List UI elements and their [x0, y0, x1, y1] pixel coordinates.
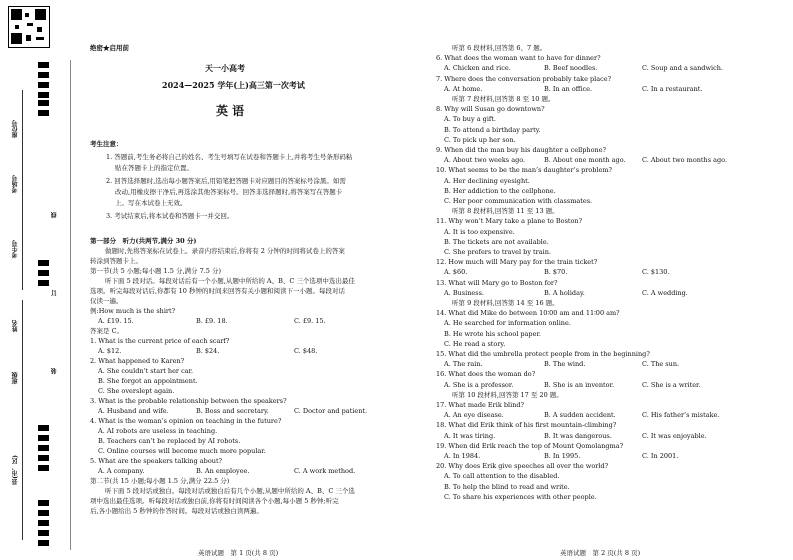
- school-name: 天一小高考: [205, 63, 245, 73]
- strip-label-name: 姓名: [12, 320, 19, 332]
- option: B. He wrote his school paper.: [444, 329, 541, 338]
- option: A. To call attention to the disabled.: [444, 472, 560, 481]
- option: B. $24.: [196, 347, 220, 355]
- part1-intro: 做题时,先将答案标在试卷上。录音内容结束后,你将有 2 分钟的时间将试卷上的答案: [105, 247, 345, 255]
- option: B. She is an inventor.: [544, 380, 615, 389]
- strip-mark-staple: 订: [51, 290, 58, 296]
- option: C. In a restaurant.: [642, 84, 703, 93]
- option: C. A wedding.: [642, 288, 688, 297]
- option: A. About two weeks ago.: [444, 156, 526, 165]
- option: C. She is a writer.: [642, 380, 701, 389]
- option: C. A work method.: [294, 467, 356, 475]
- section1-intro: 仅读一遍。: [90, 297, 123, 305]
- option: C. Online courses will become much more popular.: [98, 447, 266, 455]
- option: B. To attend a birthday party.: [444, 125, 541, 134]
- option: C. He read a story.: [444, 339, 506, 348]
- option: C. Doctor and patient.: [294, 407, 368, 415]
- strip-label-seat: 座位号: [12, 120, 19, 138]
- question-1: 1. What is the current price of each scarf?: [90, 337, 230, 345]
- question: 15. What did the umbrella protect people from in the beginning?: [436, 350, 650, 358]
- material-note: 听第 7 段材料,回答第 8 至 10 题。: [452, 95, 555, 103]
- option: A. At home.: [444, 84, 483, 93]
- question-2: 2. What happened to Karen?: [90, 357, 185, 365]
- question: 19. When did Erik reach the top of Mount Qomolangma?: [436, 441, 624, 450]
- option: C. It was enjoyable.: [642, 431, 707, 440]
- option: C. About two months ago.: [642, 156, 728, 165]
- material-note: 听第 10 段材料,回答第 17 至 20 题。: [452, 390, 563, 399]
- option: A. The rain.: [444, 360, 483, 369]
- exam-title: 2024—2025 学年(上)高三第一次考试: [162, 80, 305, 90]
- page-footer-1: 英语试题 第 1 页(共 8 页): [198, 549, 279, 557]
- example-option: A. £19. 15.: [98, 317, 134, 325]
- strip-label-class: 班级: [12, 372, 19, 384]
- material-note: 听第 6 段材料,回答第 6、7 题。: [452, 44, 547, 52]
- option: C. $48.: [294, 347, 318, 355]
- option: C. To pick up her son.: [444, 135, 516, 144]
- option: A. She is a professor.: [444, 380, 514, 389]
- option: A. Husband and wife.: [98, 407, 169, 415]
- section2-intro: 项中选出最佳选项。听每段对话或独白前,你将有时间阅读各个小题,每小题 5 秒钟;听完: [90, 497, 339, 505]
- question: 18. What did Erik think of his first mountain-climbing?: [436, 421, 617, 430]
- example-answer: 答案是 C。: [90, 327, 124, 335]
- option: B. About one month ago.: [544, 156, 626, 165]
- material-note: 听第 9 段材料,回答第 14 至 16 题。: [452, 299, 559, 307]
- note-line: 改动,用橡皮擦干净后,再选涂其他答案标号。回答非选择题时,将答案写在答题卡: [115, 188, 343, 196]
- option: B. To help the blind to read and write.: [444, 482, 570, 491]
- option: C. His father’s mistake.: [642, 411, 720, 420]
- option: A. An eye disease.: [444, 411, 504, 420]
- option: C. To share his experiences with other people.: [444, 492, 597, 501]
- option: B. $70.: [544, 268, 568, 277]
- strip-label-room: 考场号: [12, 175, 19, 193]
- note-line: 3. 考试结束后,将本试卷和答题卡一并交回。: [106, 212, 234, 220]
- option: A. $60.: [444, 268, 468, 277]
- option: B. In an office.: [544, 84, 593, 93]
- section1-intro: 选项。听完每段对话后,你都有 10 秒钟的时间来回答有关小题和阅读下一小题。每段对话: [90, 287, 345, 295]
- section2-intro: 后,各小题给出 5 秒钟的作答时间。每段对话或独白读两遍。: [90, 507, 263, 515]
- question: 8. Why will Susan go downtown?: [436, 105, 545, 114]
- option: B. A sudden accident.: [544, 411, 616, 420]
- question: 9. When did the man buy his daughter a cellphone?: [436, 146, 607, 154]
- option: A. It is too expensive.: [444, 227, 515, 236]
- example-option: B. £9. 18.: [196, 317, 228, 325]
- option: B. An employee.: [196, 467, 250, 475]
- option: B. The tickets are not available.: [444, 237, 549, 246]
- question: 12. How much will Mary pay for the train ticket?: [436, 258, 598, 267]
- notes-heading: 考生注意：: [90, 140, 123, 148]
- note-line: 2. 回答选择题时,选出每小题答案后,用铅笔把答题卡对应题目的答案标号涂黑。如需: [106, 177, 346, 185]
- strip-label-county: 县(市、区): [12, 455, 19, 485]
- option: C. Soup and a sandwich.: [642, 64, 723, 73]
- question-3: 3. What is the probable relationship between the speakers?: [90, 397, 287, 405]
- note-line: 上。写在本试卷上无效。: [115, 199, 187, 207]
- option: A. AI robots are useless in teaching.: [98, 427, 218, 435]
- strip-mark-bind: 装: [51, 368, 58, 374]
- example-question: 例:How much is the shirt?: [90, 307, 176, 315]
- option: B. She forgot an appointment.: [98, 377, 198, 385]
- option: A. Her declining eyesight.: [444, 176, 530, 185]
- option: A. He searched for information online.: [444, 319, 571, 328]
- question: 10. What seems to be the man’s daughter’s problem?: [436, 166, 613, 175]
- seal-label: 绝密★启用前: [90, 44, 129, 52]
- option: A. Business.: [444, 288, 484, 297]
- material-note: 听第 8 段材料,回答第 11 至 13 题。: [452, 207, 559, 216]
- option: A. It was tiring.: [444, 431, 496, 440]
- option: B. In 1995.: [544, 452, 581, 460]
- part1-intro: 转涂到答题卡上。: [90, 257, 142, 265]
- question: 14. What did Mike do between 10∶00 am and 11∶00 am?: [436, 309, 620, 318]
- strip-mark-line: 线: [51, 212, 58, 218]
- option: B. Teachers can’t be replaced by AI robots.: [98, 437, 241, 445]
- option: B. Boss and secretary.: [196, 407, 269, 415]
- question: 7. Where does the conversation probably take place?: [436, 74, 612, 83]
- question-4: 4. What is the woman’s opinion on teaching in the future?: [90, 417, 282, 425]
- question-5: 5. What are the speakers talking about?: [90, 457, 223, 465]
- option: A. A company.: [98, 467, 145, 475]
- option: C. $130.: [642, 268, 670, 277]
- option: B. A holiday.: [544, 288, 585, 297]
- option: C. The sun.: [642, 360, 680, 369]
- option: A. To buy a gift.: [444, 115, 496, 124]
- option: B. It was dangerous.: [544, 431, 612, 440]
- part1-heading: 第一部分 听力(共两节,满分 30 分): [90, 237, 197, 245]
- option: A. $12.: [98, 347, 122, 355]
- option: C. In 2001.: [642, 452, 679, 460]
- strip-label-candidate-no: 考生号: [12, 240, 19, 258]
- question: 16. What does the woman do?: [436, 370, 536, 379]
- example-option: C. £9. 15.: [294, 317, 326, 325]
- question: 11. Why won’t Mary take a plane to Boston?: [436, 217, 583, 226]
- page-footer-2: 英语试题 第 2 页(共 8 页): [560, 549, 641, 557]
- option: B. Her addiction to the cellphone.: [444, 186, 556, 195]
- option: C. She prefers to travel by train.: [444, 248, 551, 256]
- option: A. In 1984.: [444, 452, 481, 460]
- question: 17. What made Erik blind?: [436, 401, 525, 409]
- note-line: 1. 答题前,考生务必将自己的姓名、考生号填写在试卷和答题卡上,并将考生号条形码粘: [106, 153, 353, 161]
- option: B. Beef noodles.: [544, 64, 598, 73]
- note-line: 贴在答题卡上的指定位置。: [115, 164, 193, 172]
- option: C. She overslept again.: [98, 387, 175, 395]
- option: C. Her poor communication with classmates.: [444, 197, 593, 205]
- question: 6. What does the woman want to have for dinner?: [436, 54, 601, 63]
- question: 13. What will Mary go to Boston for?: [436, 278, 558, 287]
- section2-intro: 听下面 5 段对话或独白。每段对话或独白后有几个小题,从题中所给的 A、B、C 三个选: [105, 487, 355, 495]
- question: 20. Why does Erik give speeches all over the world?: [436, 462, 609, 471]
- section1-intro: 听下面 5 段对话。每段对话后有一个小题,从题中所给的 A、B、C 三个选项中选出最佳: [105, 277, 355, 285]
- option: A. She couldn’t start her car.: [98, 367, 194, 375]
- section2-heading: 第二节(共 15 小题;每小题 1.5 分,满分 22.5 分): [90, 477, 230, 485]
- section1-heading: 第一节(共 5 小题;每小题 1.5 分,满分 7.5 分): [90, 267, 222, 275]
- option: A. Chicken and rice.: [444, 64, 511, 73]
- subject-title: 英 语: [216, 104, 245, 118]
- option: B. The wind.: [544, 360, 586, 369]
